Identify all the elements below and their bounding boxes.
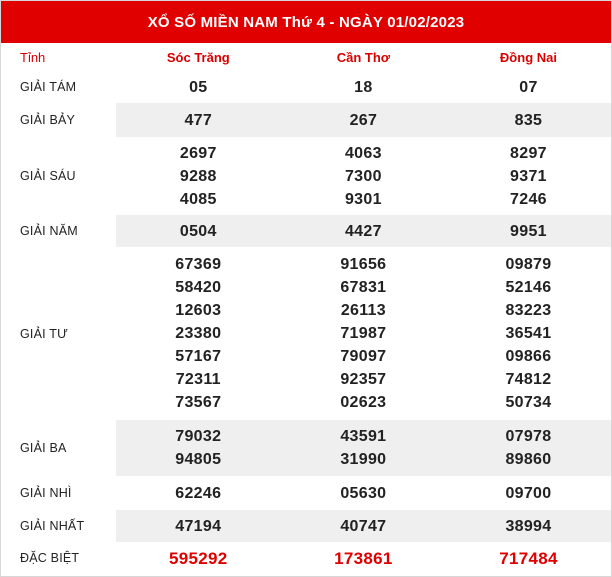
prize-number: 9288 — [179, 167, 217, 185]
prize-name: GIẢI SÁU — [20, 169, 76, 183]
prize-number: 57167 — [175, 348, 222, 365]
prize-number: 94805 — [175, 451, 222, 468]
prize-name: GIẢI NHẤT — [20, 519, 85, 533]
prize-number: 58420 — [175, 279, 222, 296]
prize-number: 18 — [354, 78, 373, 96]
province-header-dong-nai: Đồng Nai — [499, 49, 557, 65]
prize-number: 4085 — [179, 190, 217, 208]
prize-cell — [446, 510, 611, 542]
prize-number: 7246 — [510, 190, 547, 208]
prize-cell — [446, 420, 611, 476]
prize-cell — [281, 137, 446, 215]
prize-cell — [116, 71, 281, 103]
prize-cell — [281, 103, 446, 137]
prize-number: 43591 — [340, 428, 387, 445]
prize-number: 07 — [519, 78, 538, 96]
prize-number: 72311 — [175, 371, 221, 388]
prize-row-dac-biet — [1, 542, 611, 574]
number-stack — [281, 138, 446, 215]
number-stack — [446, 249, 611, 418]
number-stack — [116, 138, 281, 215]
prize-number: 71987 — [340, 325, 387, 342]
prize-number: 67369 — [175, 256, 222, 273]
prize-number: 2697 — [179, 144, 217, 162]
prize-cell — [116, 510, 281, 542]
prize-name: GIẢI NĂM — [20, 224, 78, 238]
number-stack — [116, 249, 281, 418]
prize-number: 09700 — [505, 484, 552, 502]
prize-number: 38994 — [505, 517, 552, 535]
prize-number: 79097 — [340, 348, 387, 365]
prize-cell — [446, 137, 611, 215]
prize-cell — [116, 247, 281, 420]
number-stack — [281, 421, 446, 475]
prize-number: 4427 — [344, 222, 382, 240]
prize-number: 79032 — [175, 428, 222, 445]
prize-number: 267 — [349, 111, 378, 129]
prize-number: 89860 — [505, 451, 552, 468]
prize-cell — [116, 476, 281, 510]
prize-row-giai-nhi — [1, 476, 611, 510]
prize-cell — [281, 476, 446, 510]
prize-cell — [116, 420, 281, 476]
prize-row-giai-nhat — [1, 510, 611, 542]
prize-number: 31990 — [340, 451, 387, 468]
prize-name: ĐẶC BIỆT — [20, 551, 80, 565]
prize-row-giai-tu — [1, 247, 611, 420]
prize-number: 09866 — [505, 348, 552, 365]
prize-number: 62246 — [175, 484, 222, 502]
prize-name: GIẢI BA — [20, 441, 67, 455]
special-prize-number: 717484 — [499, 548, 558, 568]
prize-cell — [446, 103, 611, 137]
prize-number: 40747 — [340, 517, 387, 535]
prize-row-giai-nam — [1, 215, 611, 247]
prize-name: GIẢI TƯ — [20, 326, 68, 341]
prize-number: 9951 — [510, 222, 547, 240]
prize-number: 26113 — [340, 302, 386, 319]
prize-row-giai-tam — [1, 71, 611, 103]
prize-cell — [446, 247, 611, 420]
table-header-row — [1, 43, 611, 71]
prize-number: 47194 — [175, 517, 222, 535]
prize-cell — [116, 103, 281, 137]
prize-number: 8297 — [510, 144, 547, 162]
prize-number: 50734 — [505, 394, 552, 411]
prize-cell — [116, 215, 281, 247]
prize-cell — [446, 476, 611, 510]
prize-number: 9371 — [510, 167, 547, 185]
prize-number: 05630 — [340, 484, 387, 502]
prize-cell — [281, 542, 446, 574]
prize-number: 477 — [184, 111, 213, 129]
prize-number: 05 — [189, 78, 208, 96]
prize-cell — [281, 247, 446, 420]
prize-name: GIẢI NHÌ — [20, 486, 72, 500]
prize-row-giai-sau — [1, 137, 611, 215]
prize-cell — [281, 510, 446, 542]
prize-name: GIẢI BẢY — [20, 113, 76, 127]
prize-number: 74812 — [505, 371, 552, 388]
number-stack — [116, 421, 281, 475]
prize-number: 09879 — [505, 256, 552, 273]
prize-row-giai-ba — [1, 420, 611, 476]
prize-number: 73567 — [175, 394, 222, 411]
number-stack — [446, 421, 611, 475]
results-body — [1, 71, 611, 574]
prize-cell — [281, 215, 446, 247]
province-header-can-tho: Cần Thơ — [336, 49, 391, 65]
prize-cell — [446, 71, 611, 103]
prize-number: 92357 — [340, 371, 387, 388]
prize-number: 52146 — [505, 279, 552, 296]
prize-number: 4063 — [344, 144, 382, 162]
number-stack — [281, 249, 446, 418]
results-title: XỔ SỐ MIỀN NAM Thứ 4 - NGÀY 01/02/2023 — [1, 1, 611, 43]
prize-number: 835 — [514, 111, 543, 129]
province-column-label: Tỉnh — [20, 49, 46, 65]
special-prize-number: 595292 — [169, 548, 228, 568]
prize-number: 0504 — [179, 222, 217, 240]
prize-cell — [446, 542, 611, 574]
prize-number: 23380 — [175, 325, 222, 342]
prize-name: GIẢI TÁM — [20, 80, 77, 94]
province-header-soc-trang: Sóc Trăng — [166, 49, 230, 65]
prize-cell — [116, 542, 281, 574]
prize-number: 91656 — [340, 256, 387, 273]
prize-cell — [446, 215, 611, 247]
prize-number: 7300 — [344, 167, 382, 185]
prize-cell — [281, 71, 446, 103]
prize-number: 02623 — [340, 394, 387, 411]
prize-number: 36541 — [505, 325, 552, 342]
special-prize-number: 173861 — [334, 548, 393, 568]
prize-number: 9301 — [344, 190, 382, 208]
prize-cell — [116, 137, 281, 215]
prize-number: 67831 — [340, 279, 387, 296]
prize-number: 07978 — [505, 428, 552, 445]
number-stack — [446, 138, 611, 215]
prize-row-giai-bay — [1, 103, 611, 137]
results-table — [1, 43, 611, 574]
prize-cell — [281, 420, 446, 476]
prize-number: 12603 — [175, 302, 222, 319]
prize-number: 83223 — [505, 302, 552, 319]
